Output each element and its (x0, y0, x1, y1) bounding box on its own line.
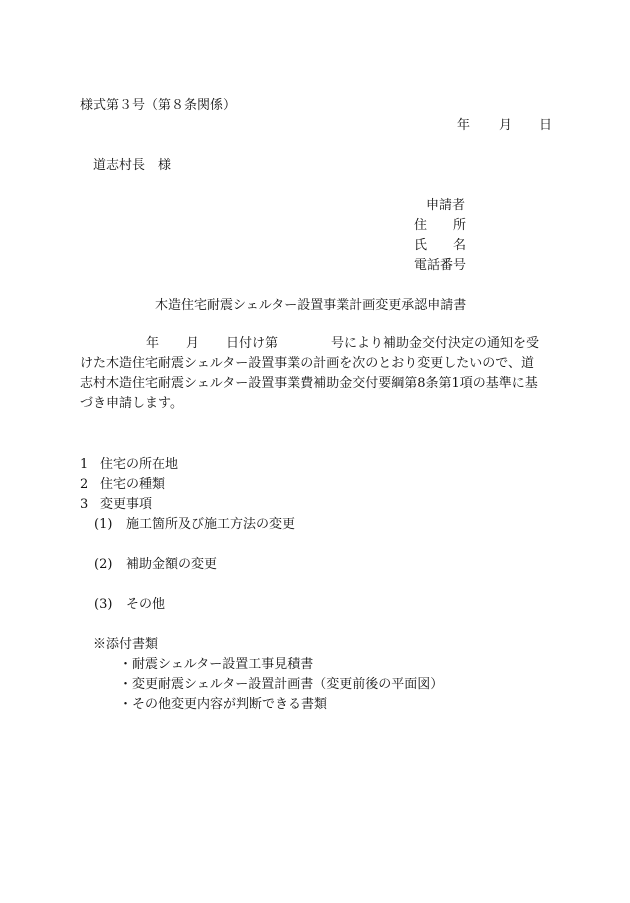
sub-item-number: (1) (94, 517, 113, 532)
item-label: 住宅の種類 (100, 477, 166, 492)
body-line2: けた木造住宅耐震シェルター設置事業の計画を次のとおり変更したいので、道 (80, 356, 534, 371)
form-number: 様式第３号（第８条関係） (80, 98, 237, 113)
attachment-item: ・その他変更内容が判断できる書類 (119, 697, 328, 712)
body-year-label: 年 (146, 336, 160, 351)
body-line1-rest: 号により補助金交付決定の通知を受 (331, 336, 540, 351)
attachment-item: ・変更耐震シェルター設置計画書（変更前後の平面図） (119, 677, 444, 692)
body-line3: 志村木造住宅耐震シェルター設置事業費補助金交付要綱第8条第1項の基準に基 (80, 376, 538, 391)
date-month-label: 月 (499, 118, 513, 133)
applicant-phone-label: 電話番号 (414, 258, 467, 273)
sub-item-label: 施工箇所及び施工方法の変更 (126, 517, 296, 532)
sub-item-number: (3) (94, 597, 113, 612)
sub-item-label: その他 (126, 597, 166, 612)
attachments-heading: ※添付書類 (93, 637, 159, 652)
document-title: 木造住宅耐震シェルター設置事業計画変更承認申請書 (155, 298, 467, 313)
sub-item-label: 補助金額の変更 (126, 557, 218, 572)
applicant-address-label: 住 所 (414, 218, 467, 233)
body-month-label: 月 (186, 336, 200, 351)
attachment-item: ・耐震シェルター設置工事見積書 (119, 657, 314, 672)
body-dated-label: 日付け第 (226, 336, 279, 351)
addressee: 道志村長 様 (93, 158, 172, 173)
sub-item-number: (2) (94, 557, 113, 572)
body-line4: づき申請します。 (80, 396, 183, 411)
item-number: 3 (80, 497, 89, 512)
date-day-label: 日 (539, 118, 553, 133)
applicant-name-label: 氏 名 (414, 238, 467, 253)
date-year-label: 年 (457, 118, 471, 133)
item-label: 変更事項 (100, 497, 153, 512)
applicant-title: 申請者 (426, 198, 466, 213)
item-number: 1 (80, 457, 89, 472)
item-number: 2 (80, 477, 89, 492)
item-label: 住宅の所在地 (100, 457, 179, 472)
